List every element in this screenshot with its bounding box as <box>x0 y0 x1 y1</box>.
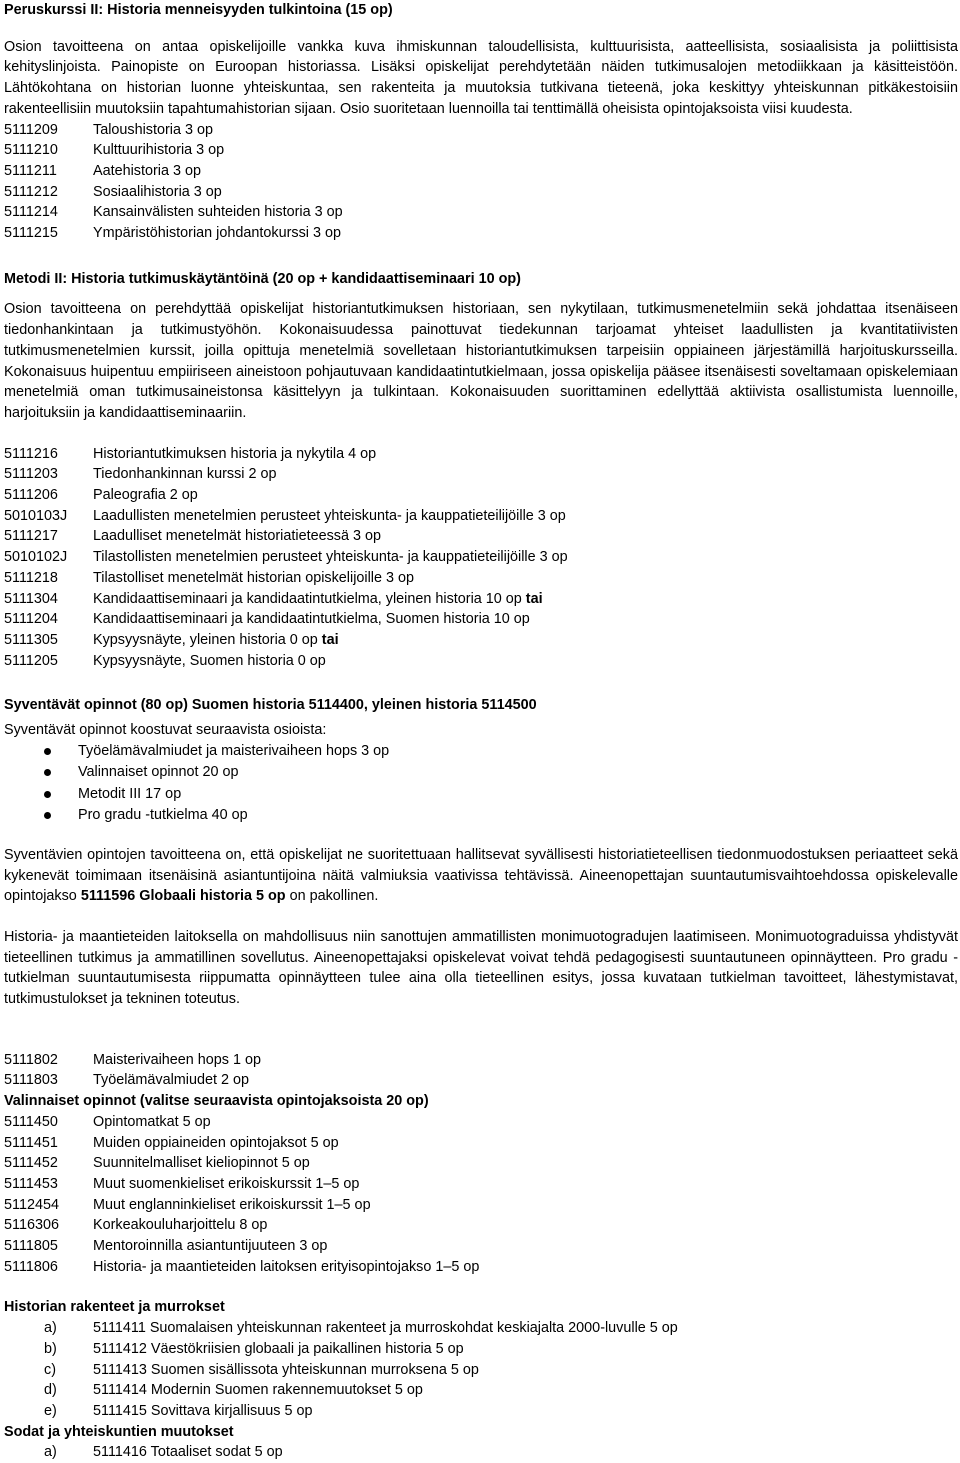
course-name: Taloushistoria 3 op <box>93 121 213 138</box>
course-row <box>4 182 958 203</box>
course-row <box>4 202 958 223</box>
course-row <box>4 1050 958 1071</box>
bullet-icon <box>4 762 78 784</box>
course-name: Aatehistoria 3 op <box>93 162 202 179</box>
section-title-syventavat: Syventävät opinnot (80 op) Suomen historia 5114400, yleinen historia 5114500 <box>4 697 537 714</box>
course-code: 5111452 <box>4 1155 58 1172</box>
course-name: Tiedonhankinnan kurssi 2 op <box>93 466 277 483</box>
section-goal-paragraph: Syventävien opintojen tavoitteena on, että opiskelijat ne suoritettuaan hallitsevat syvällisesti historiatieteellisen tiedonmuodostuksen periaatteet sekä kykenevät toimimaan itsenäisinä asiantuntijoina näitä valmiuksia vaativissa tehtävissä. Aineenopettajan suuntautumisvaihtoehdossa opiskelevalle opintojakso 5111596 Globaali historia 5 op on pakollinen. <box>4 846 958 905</box>
course-code: 5111209 <box>4 121 58 138</box>
item-label: a) <box>44 1320 57 1337</box>
thesis-paragraph: Historia- ja maantieteiden laitoksella on mahdollisuus niin sanottujen ammatillisten monimuotogradujen laatimiseen. Monimuotograduissa yhdistyvät tieteellinen tutkimus ja ammatillinen sovellutus. Aineenopettajaksi opiskelevat voivat tehdä pedagogisesti suuntautuneen opinnäytteen. Pro gradu -tutkielman suuntautumisesta riippumatta opinnäytteen tulee aina olla tieteellinen esitys, jossa kuvataan tutkielman tavoitteet, lähestymistavat, tutkimustulokset ja tekninen toteutus. <box>4 928 958 1008</box>
course-code: 5111451 <box>4 1134 58 1151</box>
item-label: d) <box>44 1382 57 1399</box>
course-row <box>4 506 958 527</box>
course-row <box>4 1174 958 1195</box>
course-code: 5111450 <box>4 1113 58 1130</box>
course-code: 5111806 <box>4 1258 58 1275</box>
course-code: 5111453 <box>4 1175 58 1192</box>
bullet-list <box>4 741 958 827</box>
course-name: Kypsyysnäyte, yleinen historia 0 op <box>93 631 322 648</box>
course-name: Ympäristöhistorian johdantokurssi 3 op <box>93 225 341 242</box>
course-name: Kypsyysnäyte, Suomen historia 0 op <box>93 652 326 669</box>
course-name: Laadullisten menetelmien perusteet yhteiskunta- ja kauppatieteilijöille 3 op <box>93 507 566 524</box>
course-row <box>4 651 958 672</box>
highlighted-course: 5111596 Globaali historia 5 op <box>80 888 286 905</box>
course-name: Kandidaattiseminaari ja kandidaatintutkielma, yleinen historia 10 op <box>93 590 526 607</box>
item-text: 5111414 Modernin Suomen rakennemuutokset 5 op <box>93 1382 423 1399</box>
item-text: 5111415 Sovittava kirjallisuus 5 op <box>93 1402 313 1419</box>
course-code: 5116306 <box>4 1217 59 1234</box>
item-label: b) <box>44 1340 57 1357</box>
course-name: Mentoroinnilla asiantuntijuuteen 3 op <box>93 1238 328 1255</box>
course-list-maisteri <box>4 1050 958 1091</box>
course-list-peruskurssi <box>4 120 958 244</box>
item-text: 5111412 Väestökriisien globaali ja paikallinen historia 5 op <box>93 1340 464 1357</box>
list-item: Metodit III 17 op <box>4 784 958 806</box>
course-row <box>4 1195 958 1216</box>
subsection-title-sodat: Sodat ja yhteiskuntien muutokset <box>4 1423 234 1440</box>
course-row <box>4 1257 958 1278</box>
course-name: Muut englanninkieliset erikoiskurssit 1–5 op <box>93 1196 371 1213</box>
course-row <box>4 223 958 244</box>
course-name: Paleografia 2 op <box>93 487 198 504</box>
list-item: Pro gradu -tutkielma 40 op <box>4 805 958 827</box>
course-row <box>4 1112 958 1133</box>
course-name: Muut suomenkieliset erikoiskurssit 1–5 op <box>93 1175 360 1192</box>
course-name: Sosiaalihistoria 3 op <box>93 183 222 200</box>
list-item <box>4 1318 958 1339</box>
course-row <box>4 547 958 568</box>
course-code: 5111211 <box>4 162 57 179</box>
bullet-icon <box>4 805 78 827</box>
course-code: 5111214 <box>4 204 58 221</box>
course-code: 5010103J <box>4 507 68 524</box>
course-row <box>4 485 958 506</box>
course-name: Kandidaattiseminaari ja kandidaatintutkielma, Suomen historia 10 op <box>93 611 530 628</box>
course-name: Suunnitelmalliset kieliopinnot 5 op <box>93 1155 310 1172</box>
course-code: 5111802 <box>4 1051 58 1068</box>
course-row <box>4 140 958 161</box>
course-suffix: tai <box>321 631 339 648</box>
section-title-metodi: Metodi II: Historia tutkimuskäytäntöinä (20 op + kandidaattiseminaari 10 op) <box>4 270 521 287</box>
list-item <box>4 1360 958 1381</box>
list-item <box>4 1380 958 1401</box>
course-code: 5111205 <box>4 652 58 669</box>
subsection-title-rakenteet: Historian rakenteet ja murrokset <box>4 1299 225 1316</box>
course-list-metodi <box>4 444 958 672</box>
course-code: 5111803 <box>4 1072 58 1089</box>
course-suffix: tai <box>525 590 543 607</box>
course-code: 5111215 <box>4 225 58 242</box>
course-code: 5111305 <box>4 631 58 648</box>
list-item <box>4 1339 958 1360</box>
course-code: 5111216 <box>4 445 58 462</box>
course-row <box>4 161 958 182</box>
course-row <box>4 120 958 141</box>
course-name: Tilastolliset menetelmät historian opiskelijoille 3 op <box>93 569 415 586</box>
list-item: Valinnaiset opinnot 20 op <box>4 762 958 784</box>
course-row <box>4 630 958 651</box>
course-name: Historia- ja maantieteiden laitoksen erityisopintojakso 1–5 op <box>93 1258 480 1275</box>
course-name: Opintomatkat 5 op <box>93 1113 211 1130</box>
course-code: 5111304 <box>4 590 58 607</box>
lettered-list-rakenteet <box>4 1318 958 1422</box>
course-row <box>4 1070 958 1091</box>
item-text: 5111413 Suomen sisällissota yhteiskunnan murroksena 5 op <box>93 1361 479 1378</box>
elective-title: Valinnaiset opinnot (valitse seuraavista opintojaksoista 20 op) <box>4 1093 429 1110</box>
course-name: Kansainvälisten suhteiden historia 3 op <box>93 204 343 221</box>
section-title-peruskurssi: Peruskurssi II: Historia menneisyyden tulkintoina (15 op) <box>4 2 393 18</box>
section-intro-syventavat: Syventävät opinnot koostuvat seuraavista osioista: <box>4 722 327 739</box>
course-row <box>4 526 958 547</box>
course-code: 5111203 <box>4 466 58 483</box>
section-intro-metodi: Osion tavoitteena on perehdyttää opiskelijat historiantutkimuksen historiaan, sen nykytilaan, tutkimusmenetelmiin sekä johdattaa itsenäiseen tiedonhankintaan ja tutkimustyöhön. Kokonaisuudessa painottuvat tiedekunnan tarjoamat yhteiset laadullisten ja kvantitatiivisten tutkimusmenetelmien kurssit, joilla opittuja menetelmiä sovelletaan historiantutkimuksen tarpeisiin oppiaineen järjestämillä harjoituskursseilla. Kokonaisuus huipentuu empiiriseen aineistoon pohjautuvaan kandidaatintutkielmaan, jossa opiskelija pääsee itsenäisesti soveltamaan opiskelemiaan menetelmiä oman tutkimusaineistonsa käsittelyyn ja tulkintaan. Kokonaisuuden suorittaminen edellyttää aktiivista osallistumista luennoille, harjoituksiin ja kandidaattiseminaariin. <box>4 301 958 421</box>
course-name: Työelämävalmiudet 2 op <box>93 1072 249 1089</box>
course-name: Laadulliset menetelmät historiatieteessä 3 op <box>93 528 381 545</box>
course-code: 5111206 <box>4 487 58 504</box>
item-label: e) <box>44 1402 57 1419</box>
course-name: Tilastollisten menetelmien perusteet yhteiskunta- ja kauppatieteilijöille 3 op <box>93 549 568 566</box>
item-label: c) <box>44 1361 56 1378</box>
course-name: Historiantutkimuksen historia ja nykytila 4 op <box>93 445 377 462</box>
item-text: 5111416 Totaaliset sodat 5 op <box>93 1444 283 1461</box>
course-row <box>4 609 958 630</box>
course-row <box>4 444 958 465</box>
section-intro-peruskurssi: Osion tavoitteena on antaa opiskelijoille vankka kuva ihmiskunnan taloudellisista, kulttuurisista, aatteellisista, sosiaalisista ja poliittisista kehityslinjoista. Painopiste on Euroopan historiassa. Lisäksi opiskelijat perehdytetään näiden tutkimusalojen metodiikkaan ja käsitteistöön. Lähtökohtana on historian luonne yhteiskuntaa, sen rakenteita ja muutoksia tutkivana tieteenä, joka keskittyy yhteiskunnan pitkäkestoisiin rakenteellisiin muutoksiin tapahtumahistorian sijaan. Osio suoritetaan luennoilla tai tenttimällä oheisista opintojaksoista viisi kuudesta. <box>4 38 958 117</box>
list-item: Työelämävalmiudet ja maisterivaiheen hops 3 op <box>4 741 958 763</box>
course-name: Maisterivaiheen hops 1 op <box>93 1051 261 1068</box>
course-row <box>4 1133 958 1154</box>
course-row <box>4 1153 958 1174</box>
course-code: 5111217 <box>4 528 58 545</box>
item-label: a) <box>44 1444 57 1461</box>
course-code: 5111218 <box>4 569 58 586</box>
course-name: Muiden oppiaineiden opintojaksot 5 op <box>93 1134 339 1151</box>
course-row <box>4 1236 958 1257</box>
course-row <box>4 464 958 485</box>
course-row <box>4 1215 958 1236</box>
list-item <box>4 1401 958 1422</box>
course-code: 5111212 <box>4 183 58 200</box>
course-list-valinnaiset <box>4 1112 958 1278</box>
course-row <box>4 568 958 589</box>
course-row <box>4 589 958 610</box>
course-name: Kulttuurihistoria 3 op <box>93 142 225 159</box>
bullet-icon <box>4 784 78 806</box>
course-code: 5112454 <box>4 1196 59 1213</box>
item-text: 5111411 Suomalaisen yhteiskunnan rakenteet ja murroskohdat keskiajalta 2000-luvulle 5 op <box>93 1320 678 1337</box>
course-code: 5010102J <box>4 549 68 566</box>
course-code: 5111805 <box>4 1238 58 1255</box>
course-code: 5111204 <box>4 611 58 628</box>
bullet-icon <box>4 741 78 763</box>
course-name: Korkeakouluharjoittelu 8 op <box>93 1217 268 1234</box>
course-code: 5111210 <box>4 142 58 159</box>
